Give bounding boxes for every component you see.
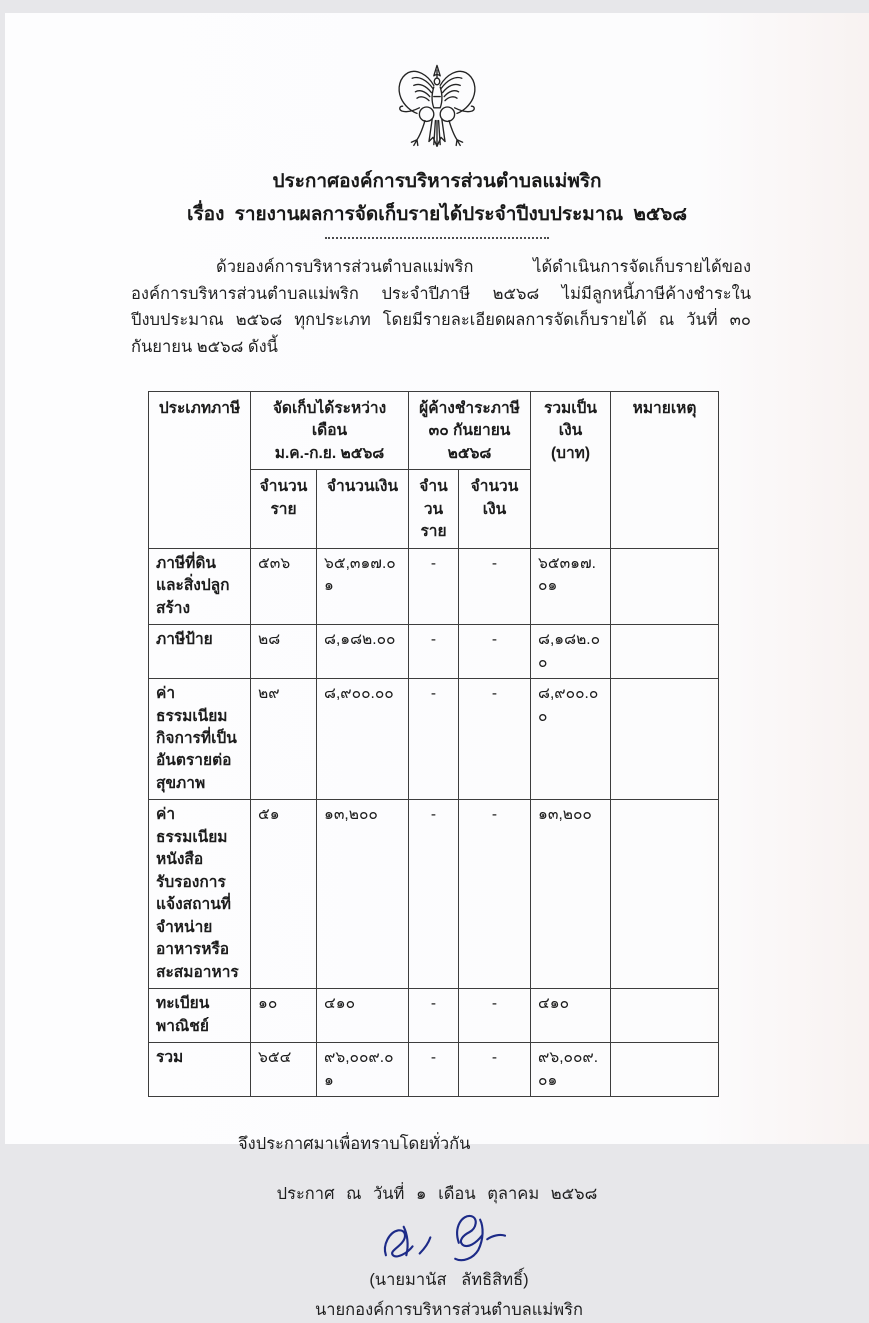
table-row-total	[149, 1043, 719, 1097]
signature-block	[17, 1209, 869, 1323]
table-row	[149, 548, 719, 624]
header-collected-line2: ม.ค.-ก.ย. ๒๕๖๘	[274, 444, 385, 462]
cell-total: ๖๕๓๑๗.๐๑	[531, 548, 611, 624]
cell-tax-type: ค่าธรรมเนียมหนังสือรับรองการแจ้งสถานที่จำหน่ายอาหารหรือสะสมอาหาร	[149, 800, 251, 989]
cell-overdue-amount: -	[459, 548, 531, 624]
cell-total: ๘,๑๘๒.๐๐	[531, 625, 611, 679]
header-total	[531, 391, 611, 548]
signer-name: (นายมานัส ลัทธิสิทธิ์)	[369, 1271, 529, 1289]
cell-tax-type: รวม	[149, 1043, 251, 1097]
body-paragraph: ด้วยองค์การบริหารส่วนตำบลแม่พริก ได้ดำเนินการจัดเก็บรายได้ขององค์การบริหารส่วนตำบลแม่พริก ประจำปีภาษี ๒๕๖๘ ไม่มีลูกหนี้ภาษีค้างชำระในปีงบประมาณ ๒๕๖๘ ทุกประเภท โดยมีรายละเอียดผลการจัดเก็บรายได้ ณ วันที่ ๓๐ กันยายน ๒๕๖๘ ดังนี้	[131, 258, 751, 357]
header-overdue-group	[409, 391, 531, 469]
cell-overdue-count: -	[409, 1043, 459, 1097]
count-label-line1: จำนวน	[259, 478, 308, 496]
cell-total: ๙๖,๐๐๙.๐๑	[531, 1043, 611, 1097]
cell-collected-count: ๑๐	[251, 989, 317, 1043]
announcement-title: ประกาศองค์การบริหารส่วนตำบลแม่พริก	[272, 171, 602, 192]
header-collected-group	[251, 391, 409, 469]
cell-total: ๔๑๐	[531, 989, 611, 1043]
cell-tax-type: ภาษีป้าย	[149, 625, 251, 679]
cell-tax-type: ทะเบียนพาณิชย์	[149, 989, 251, 1043]
table-row	[149, 989, 719, 1043]
signer-title: นายกองค์การบริหารส่วนตำบลแม่พริก	[314, 1301, 584, 1319]
cell-remark	[611, 800, 719, 989]
cell-collected-count: ๕๑	[251, 800, 317, 989]
table-row	[149, 679, 719, 800]
document-page	[5, 13, 869, 1319]
cell-overdue-count: -	[409, 800, 459, 989]
cell-tax-type: ภาษีที่ดินและสิ่งปลูกสร้าง	[149, 548, 251, 624]
tax-table-body	[149, 548, 719, 1096]
cell-total: ๘,๙๐๐.๐๐	[531, 679, 611, 800]
cell-collected-amount: ๘,๙๐๐.๐๐	[317, 679, 409, 800]
cell-collected-count: ๒๙	[251, 679, 317, 800]
header-overdue-line2: ๓๐ กันยายน ๒๕๖๘	[428, 422, 511, 462]
cell-overdue-amount: -	[459, 989, 531, 1043]
announcement-date-line: ประกาศ ณ วันที่ ๑ เดือน ตุลาคม ๒๕๖๘	[276, 1185, 598, 1203]
header-total-line1: รวมเป็นเงิน	[544, 399, 597, 440]
header-tax-type: ประเภทภาษี	[149, 391, 251, 548]
header-overdue-count	[409, 470, 459, 548]
announcement-subject: เรื่อง รายงานผลการจัดเก็บรายได้ประจำปีงบประมาณ ๒๕๖๘	[186, 204, 688, 225]
cell-collected-amount: ๔๑๐	[317, 989, 409, 1043]
cell-tax-type: ค่าธรรมเนียมกิจการที่เป็นอันตรายต่อสุขภาพ	[149, 679, 251, 800]
cell-overdue-count: -	[409, 989, 459, 1043]
closing-statement: จึงประกาศมาเพื่อทราบโดยทั่วกัน	[238, 1135, 471, 1153]
count-label-line1: จำนวน	[419, 478, 448, 518]
header-collected-count	[251, 470, 317, 548]
cell-overdue-amount: -	[459, 625, 531, 679]
cell-collected-count: ๕๓๖	[251, 548, 317, 624]
header-total-line2: (บาท)	[550, 444, 591, 462]
cell-remark	[611, 679, 719, 800]
table-row	[149, 625, 719, 679]
header-collected-amount: จำนวนเงิน	[317, 470, 409, 548]
cell-collected-amount: ๖๕,๓๑๗.๐๑	[317, 548, 409, 624]
cell-overdue-count: -	[409, 548, 459, 624]
cell-collected-amount: ๙๖,๐๐๙.๐๑	[317, 1043, 409, 1097]
emblem-area	[5, 57, 869, 159]
cell-overdue-count: -	[409, 679, 459, 800]
table-header	[149, 391, 719, 548]
cell-remark	[611, 989, 719, 1043]
count-label-line2: ราย	[420, 523, 447, 541]
cell-collected-count: ๒๘	[251, 625, 317, 679]
dotted-separator	[325, 237, 549, 239]
cell-overdue-amount: -	[459, 1043, 531, 1097]
table-row	[149, 800, 719, 989]
cell-overdue-amount: -	[459, 800, 531, 989]
cell-remark	[611, 625, 719, 679]
cell-collected-amount: ๑๓,๒๐๐	[317, 800, 409, 989]
handwritten-signature-icon	[364, 1209, 534, 1273]
cell-remark	[611, 548, 719, 624]
tax-report-table	[148, 391, 719, 1097]
cell-overdue-amount: -	[459, 679, 531, 800]
cell-collected-amount: ๘,๑๘๒.๐๐	[317, 625, 409, 679]
header-remark: หมายเหตุ	[611, 391, 719, 548]
header-overdue-line1: ผู้ค้างชำระภาษี	[419, 399, 520, 417]
garuda-emblem-icon	[389, 57, 485, 157]
cell-remark	[611, 1043, 719, 1097]
cell-overdue-count: -	[409, 625, 459, 679]
cell-collected-count: ๖๕๔	[251, 1043, 317, 1097]
header-overdue-amount: จำนวนเงิน	[459, 470, 531, 548]
header-collected-line1: จัดเก็บได้ระหว่างเดือน	[272, 399, 387, 440]
count-label-line2: ราย	[270, 500, 297, 518]
cell-total: ๑๓,๒๐๐	[531, 800, 611, 989]
